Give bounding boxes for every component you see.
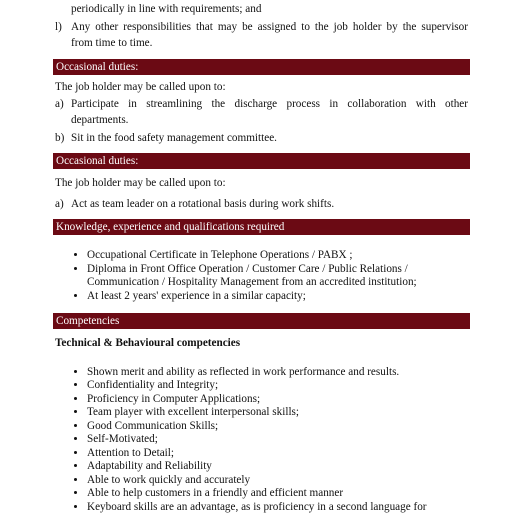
- occasional-1-b-marker: b): [55, 132, 65, 144]
- competency-item: Attention to Detail;: [87, 447, 174, 459]
- competency-item: Adaptability and Reliability: [87, 460, 212, 472]
- bullet-icon: [74, 253, 77, 256]
- item-l-marker: l): [55, 21, 62, 33]
- competencies-subheading: Technical & Behavioural competencies: [55, 337, 241, 349]
- occasional-2-a-marker: a): [55, 198, 64, 210]
- section-heading-occasional-duties-2: Occasional duties:: [53, 153, 470, 169]
- bullet-icon: [74, 464, 77, 467]
- bullet-icon: [74, 491, 77, 494]
- knowledge-item-2-line1: Diploma in Front Office Operation / Customer Care / Public Relations /: [87, 263, 408, 275]
- competency-item: Shown merit and ability as reflected in work performance and results.: [87, 366, 400, 378]
- competency-item: Able to work quickly and accurately: [87, 474, 251, 486]
- bullet-icon: [74, 505, 77, 508]
- item-k-continuation: periodically in line with requirements; and: [71, 3, 262, 15]
- bullet-icon: [74, 451, 77, 454]
- knowledge-item-2-line2: Communication / Hospitality Management from an accredited institution;: [87, 276, 417, 288]
- occasional-1-b-line1: Sit in the food safety management committee.: [71, 132, 277, 144]
- competency-item: Able to help customers in a friendly and efficient manner: [87, 487, 344, 499]
- section-heading-occasional-duties-1: Occasional duties:: [53, 59, 470, 75]
- occasional-1-a-line1: Participate in streamlining the discharge process in collaboration with other: [71, 98, 468, 110]
- occasional-1-a-line2: departments.: [71, 114, 129, 126]
- competency-item: Team player with excellent interpersonal skills;: [87, 406, 300, 418]
- bullet-icon: [74, 397, 77, 400]
- occasional-2-a-line1: Act as team leader on a rotational basis during work shifts.: [71, 198, 335, 210]
- bullet-icon: [74, 267, 77, 270]
- occasional-1-a-marker: a): [55, 98, 64, 110]
- bullet-icon: [74, 370, 77, 373]
- occasional-2-intro: The job holder may be called upon to:: [55, 177, 226, 189]
- competency-item: Proficiency in Computer Applications;: [87, 393, 261, 405]
- competency-item: Confidentiality and Integrity;: [87, 379, 219, 391]
- occasional-1-intro: The job holder may be called upon to:: [55, 81, 226, 93]
- bullet-icon: [74, 410, 77, 413]
- bullet-icon: [74, 478, 77, 481]
- bullet-icon: [74, 437, 77, 440]
- competency-item: Good Communication Skills;: [87, 420, 219, 432]
- item-l-line2: from time to time.: [71, 37, 153, 49]
- competency-item: Self-Motivated;: [87, 433, 158, 445]
- bullet-icon: [74, 424, 77, 427]
- competency-item: Keyboard skills are an advantage, as is proficiency in a second language for: [87, 501, 427, 513]
- knowledge-item-3: At least 2 years' experience in a similar capacity;: [87, 290, 306, 302]
- section-heading-knowledge: Knowledge, experience and qualifications required: [53, 219, 470, 235]
- bullet-icon: [74, 383, 77, 386]
- item-l-line1: Any other responsibilities that may be assigned to the job holder by the supervisor: [71, 21, 468, 33]
- knowledge-item-1: Occupational Certificate in Telephone Operations / PABX ;: [87, 249, 353, 261]
- section-heading-competencies: Competencies: [53, 313, 470, 329]
- bullet-icon: [74, 294, 77, 297]
